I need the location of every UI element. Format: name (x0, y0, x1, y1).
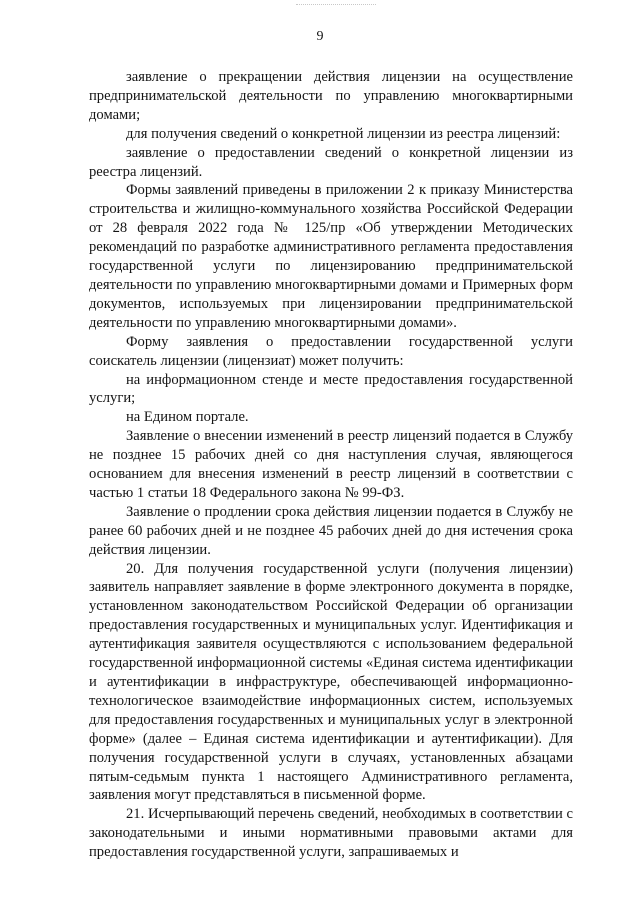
paragraph: 20. Для получения государственной услуги (получения лицензии) заявитель направляет заявление в форме электронного документа в порядке, установленном законодательством Российской Федерации об организации предоставления государственных и муниципальных услуг. Идентификация и аутентификация заявителя осуществляются с использованием федеральной государственной информационной системы «Единая система идентификации и аутентификации в инфраструктуре, обеспечивающей информационно-технологическое взаимодействие информационных систем, используемых для предоставления государственных и муниципальных услуг в электронной форме» (далее – Единая система идентификации и аутентификации). Для получения государственной услуги в случаях, установленных абзацами пятым-седьмым пункта 1 настоящего Административного регламента, заявления могут представляться в письменной форме. (89, 560, 573, 804)
paragraph: на Едином портале. (126, 409, 249, 426)
paragraph: заявление о предоставлении сведений о конкретной лицензии из реестра лицензий. (89, 144, 573, 180)
scan-artifact (296, 4, 376, 7)
paragraph: Форму заявления о предоставлении государственной услуги соискатель лицензии (лицензиат) может получить: (89, 333, 573, 369)
paragraph: Формы заявлений приведены в приложении 2 к приказу Министерства строительства и жилищно-коммунального хозяйства Российской Федерации от 28 февраля 2022 года № 125/пр «Об утверждении Методических рекомендаций по разработке административного регламента предоставления государственной услуги по лицензированию предпринимательской деятельности по управлению многоквартирными домами и Примерных форм документов, используемых при лицензировании предпринимательской деятельности по управлению многоквартирными домами». (89, 182, 573, 331)
paragraph: заявление о прекращении действия лицензии на осуществление предпринимательской деятельности по управлению многоквартирными домами; (89, 69, 573, 123)
paragraph: на информационном стенде и месте предоставления государственной услуги; (89, 371, 573, 407)
paragraph: Заявление о продлении срока действия лицензии подается в Службу не ранее 60 рабочих дней и не позднее 45 рабочих дней до дня истечения срока действия лицензии. (89, 503, 573, 558)
paragraph: для получения сведений о конкретной лицензии из реестра лицензий: (126, 125, 561, 142)
paragraph: Заявление о внесении изменений в реестр лицензий подается в Службу не позднее 15 рабочих дней со дня наступления случая, являющегося основанием для внесения изменений в реестр лицензий в соответствии с частью 1 статьи 18 Федерального закона № 99-ФЗ. (89, 428, 573, 501)
document-body (89, 68, 573, 862)
page-number: 9 (316, 29, 324, 44)
paragraph: 21. Исчерпывающий перечень сведений, необходимых в соответствии с законодательными и иными нормативными правовыми актами для предоставления государственной услуги, запрашиваемых и (89, 806, 573, 861)
